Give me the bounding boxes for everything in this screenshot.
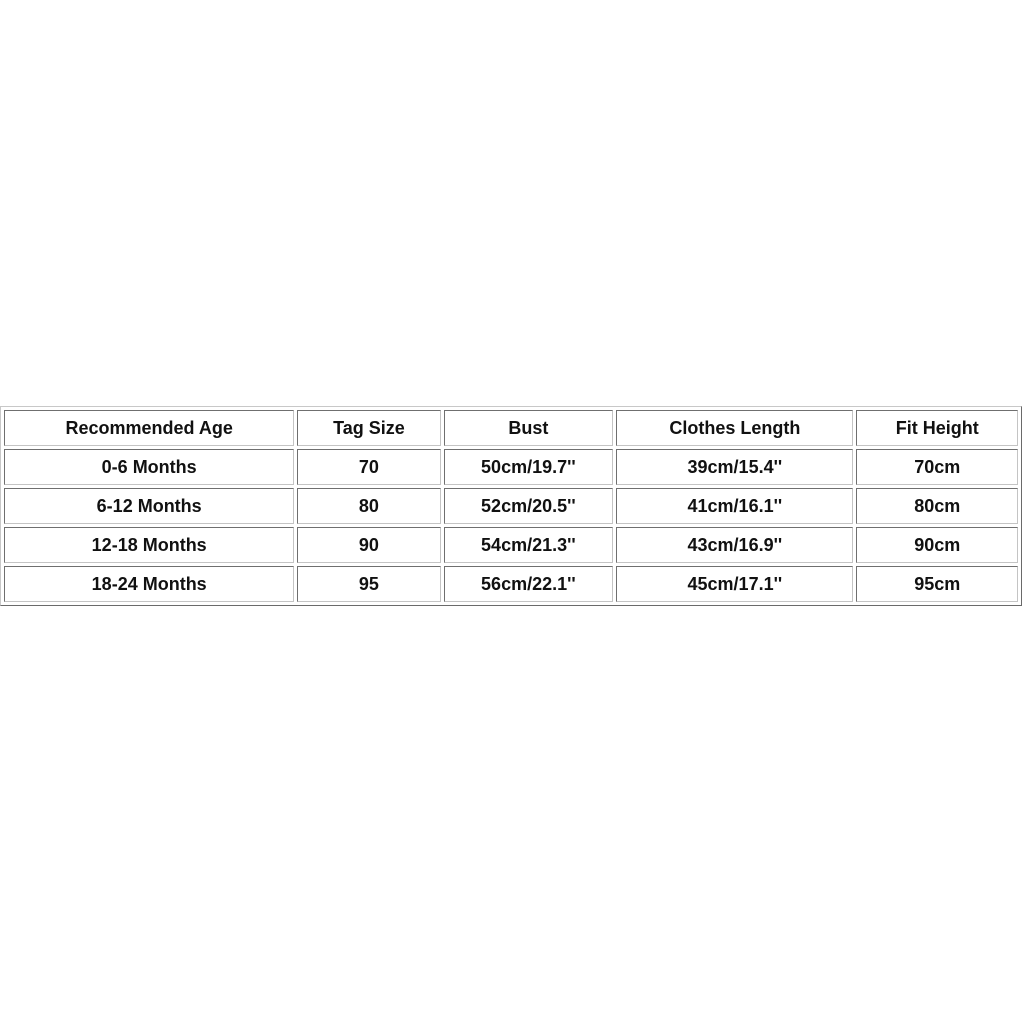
header-bust: Bust <box>444 410 614 446</box>
cell-bust: 50cm/19.7'' <box>444 449 614 485</box>
cell-age: 6-12 Months <box>4 488 294 524</box>
cell-fit-height: 90cm <box>856 527 1018 563</box>
header-tag-size: Tag Size <box>297 410 440 446</box>
cell-clothes-length: 41cm/16.1'' <box>616 488 853 524</box>
cell-tag-size: 95 <box>297 566 440 602</box>
cell-fit-height: 70cm <box>856 449 1018 485</box>
header-row <box>4 410 1018 446</box>
table-row <box>4 488 1018 524</box>
cell-clothes-length: 43cm/16.9'' <box>616 527 853 563</box>
table-row <box>4 566 1018 602</box>
cell-fit-height: 95cm <box>856 566 1018 602</box>
cell-clothes-length: 39cm/15.4'' <box>616 449 853 485</box>
cell-tag-size: 80 <box>297 488 440 524</box>
cell-age: 18-24 Months <box>4 566 294 602</box>
table-row <box>4 527 1018 563</box>
cell-age: 0-6 Months <box>4 449 294 485</box>
size-chart-table <box>0 406 1022 606</box>
cell-tag-size: 90 <box>297 527 440 563</box>
table-row <box>4 449 1018 485</box>
header-fit-height: Fit Height <box>856 410 1018 446</box>
cell-bust: 52cm/20.5'' <box>444 488 614 524</box>
cell-clothes-length: 45cm/17.1'' <box>616 566 853 602</box>
cell-bust: 56cm/22.1'' <box>444 566 614 602</box>
cell-fit-height: 80cm <box>856 488 1018 524</box>
cell-tag-size: 70 <box>297 449 440 485</box>
cell-age: 12-18 Months <box>4 527 294 563</box>
header-clothes-length: Clothes Length <box>616 410 853 446</box>
header-recommended-age: Recommended Age <box>4 410 294 446</box>
cell-bust: 54cm/21.3'' <box>444 527 614 563</box>
